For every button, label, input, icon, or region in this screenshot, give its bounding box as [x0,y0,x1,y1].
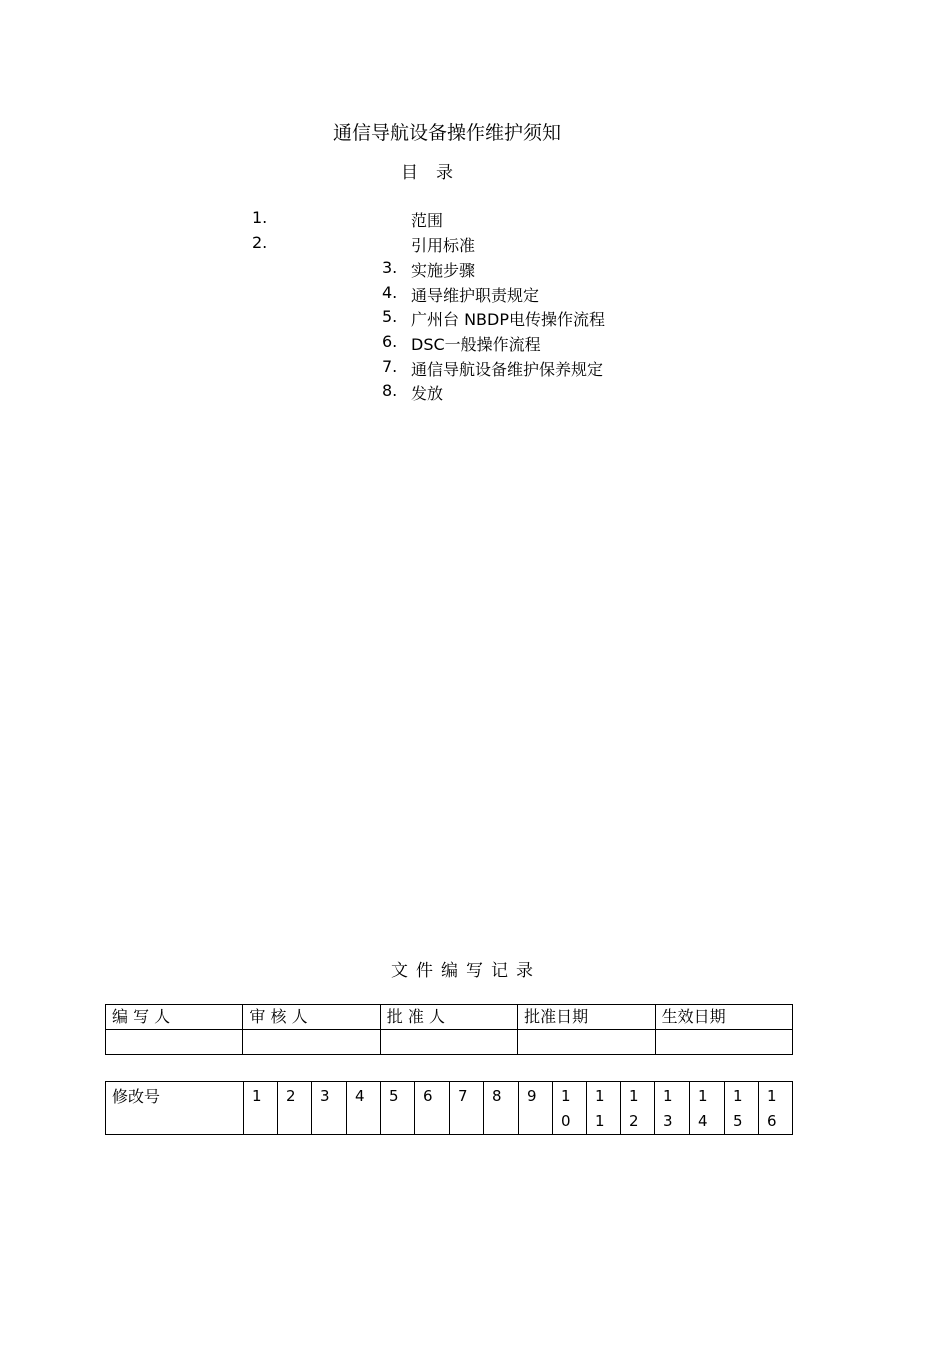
document-title: 通信导航设备操作维护须知 [332,122,561,144]
revision-number-cell: 1 [244,1082,278,1135]
toc-item-text: 范围 [411,211,444,230]
revision-number-cell: 15 [725,1082,759,1135]
toc-heading: 目录 [401,163,471,183]
toc-item-number: 5. [382,307,398,326]
revision-number-cell: 12 [621,1082,655,1135]
revision-number-cell: 11 [587,1082,621,1135]
toc-item-text: 通信导航设备维护保养规定 [411,360,604,379]
toc-item-number: 4. [382,283,398,302]
toc-item-text: 发放 [411,384,444,403]
revision-number-cell: 2 [278,1082,312,1135]
table-row [106,1005,793,1030]
toc-item-text: DSC一般操作流程 [411,335,541,354]
table-header-cell: 生效日期 [655,1005,792,1030]
revision-number-cell: 8 [484,1082,519,1135]
table-cell [380,1030,517,1055]
table-row [106,1082,793,1135]
revision-number-cell: 16 [759,1082,793,1135]
revision-number-cell: 6 [415,1082,450,1135]
toc-item-text: 通导维护职责规定 [411,286,540,305]
toc-item-number: 6. [382,332,398,351]
toc-item-number: 3. [382,258,398,277]
table-row [106,1030,793,1055]
revision-number-cell: 7 [450,1082,484,1135]
toc-item-number: 8. [382,381,398,400]
toc-item-number: 1. [252,208,268,227]
table-cell [518,1030,655,1055]
toc-item-number: 7. [382,357,398,376]
toc-item-text: 引用标准 [411,236,476,255]
revision-number-cell: 4 [347,1082,381,1135]
toc-item-number: 2. [252,233,268,252]
revision-number-cell: 9 [519,1082,553,1135]
revision-number-cell: 14 [690,1082,725,1135]
toc-item-text: 实施步骤 [411,261,476,280]
revision-table [105,1081,793,1135]
table-header-cell: 批准日期 [518,1005,655,1030]
table-header-cell: 编 写 人 [106,1005,243,1030]
table-cell [243,1030,380,1055]
revision-number-cell: 13 [655,1082,690,1135]
toc-item-text: 广州台 NBDP电传操作流程 [411,310,606,329]
record-heading: 文件编写记录 [391,961,541,981]
signature-table [105,1004,793,1055]
table-cell [106,1030,243,1055]
revision-label: 修改号 [106,1082,244,1135]
revision-number-cell: 10 [553,1082,587,1135]
table-header-cell: 批 准 人 [380,1005,517,1030]
table-cell [655,1030,792,1055]
revision-number-cell: 3 [312,1082,347,1135]
table-header-cell: 审 核 人 [243,1005,380,1030]
revision-number-cell: 5 [381,1082,415,1135]
